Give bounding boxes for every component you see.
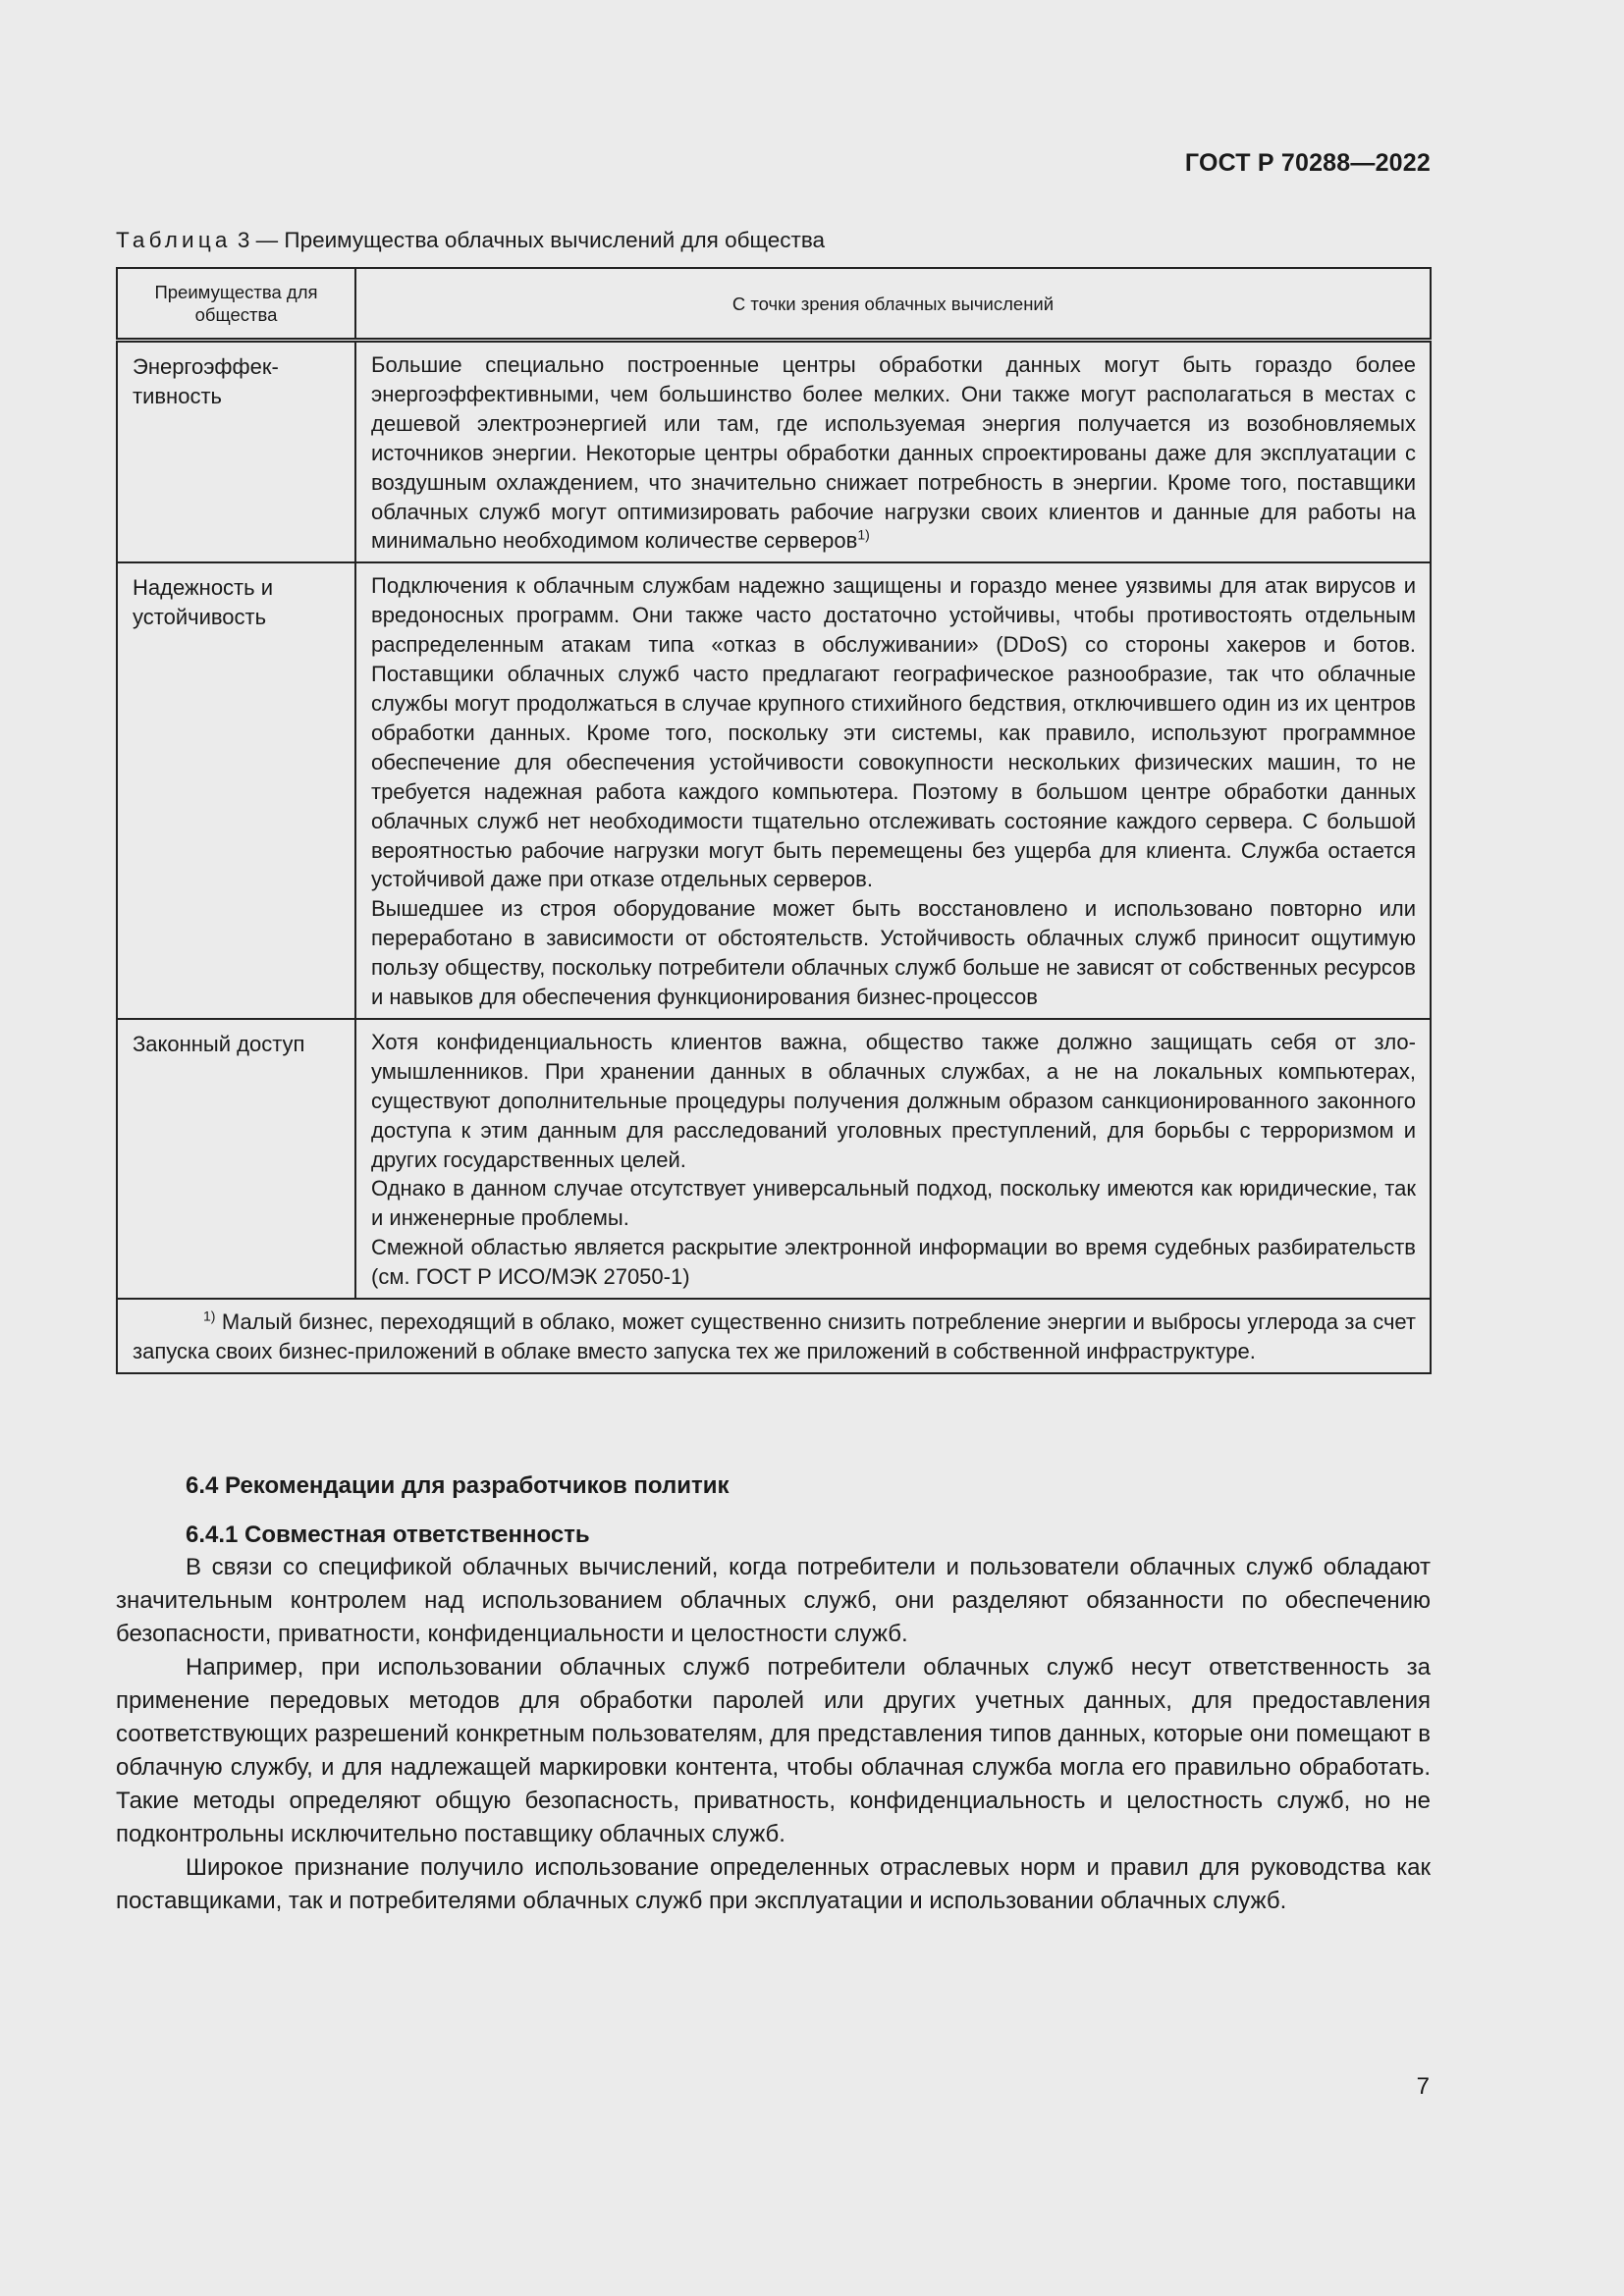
footnote-text: Малый бизнес, переходящий в облако, может существенно снизить потребление энергии и выбросы углерода за счет запуска своих бизнес-приложений в облаке вместо запуска тех же приложений в собственной инфраструктуре. (133, 1309, 1416, 1363)
row-paragraph: Вышедшее из строя оборудование может быть восстановлено и использовано повторно или переработано в зависимости от обстоятельств. Устойчивость облачных служб приносит ощутимую пользу обществу, поскольку потребители облачных служб больше не зависят от собственных ресурсов и навыков для обеспечения функционирования бизнес-процессов (371, 896, 1416, 1010)
row-label: Законный доступ (117, 1019, 355, 1299)
body-paragraph: В связи со спецификой облачных вычислений, когда потребители и пользователи облачных служб обладают значительным контролем над использованием облачных служб, они разделяют обязанности по обеспечению безопасности, приватности, конфиденциальности и целостности служб. (116, 1554, 1431, 1647)
benefits-table (116, 267, 1432, 1374)
table-footnote-row (117, 1299, 1431, 1373)
body-paragraph: Широкое признание получило использование определенных отраслевых норм и правил для руководства как поставщиками, так и потребителями облачных служб при эксплуатации и использовании облачных служб. (116, 1854, 1431, 1914)
section-heading-6-4: 6.4 Рекомендации для разработчиков политик (186, 1472, 730, 1499)
table-caption-label: Таблица (116, 228, 232, 252)
section-body (116, 1551, 1431, 1918)
table-header-row (117, 268, 1431, 341)
header-benefits: Преимущества для общества (117, 268, 355, 341)
table-footnote (117, 1299, 1431, 1373)
row-paragraph: Хотя конфиденциальность клиентов важна, общество также должно защищать себя от злоумышленников. При хранении данных в облачных службах, а не на локальных компьютерах, существуют дополнительные процедуры получения должным образом санкционированного законного доступа к этим данным для расследований уголовных преступлений, для борьбы с терроризмом и других государственных целей. (371, 1029, 1416, 1172)
row-description (355, 1019, 1431, 1299)
table-row-lawful-access (117, 1019, 1431, 1299)
footnote-mark: 1) (203, 1308, 216, 1324)
row-description (355, 341, 1431, 563)
document-number: ГОСТ Р 70288—2022 (1184, 149, 1431, 177)
table-row-reliability (117, 562, 1431, 1019)
row-paragraph: Смежной областью является раскрытие электронной информации во время судебных разбирательств (см. ГОСТ Р ИСО/МЭК 27050-1) (371, 1235, 1416, 1290)
row-paragraph: Однако в данном случае отсутствует универсальный подход, поскольку имеются как юридические, так и инженерные проблемы. (371, 1176, 1416, 1231)
body-paragraph: Например, при использовании облачных служб потребители облачных служб несут ответственность за применение передовых методов для обработки паролей или других учетных данных, для предоставления соответствующих разрешений конкретным пользователям, для представления типов данных, которые они помещают в облачную службу, и для надлежащей маркировки контента, чтобы облачная служба могла его правильно обработать. Такие методы определяют общую безопасность, приватность, конфиденциальность и целостность служб, но не подконтрольны исключительно поставщику облачных служб. (116, 1654, 1431, 1847)
table-row-energy (117, 341, 1431, 563)
section-heading-6-4-1: 6.4.1 Совместная ответственность (186, 1522, 590, 1548)
row-label: Надежность и устойчивость (117, 562, 355, 1019)
row-description (355, 562, 1431, 1019)
header-cloud-view: С точки зрения облачных вычислений (355, 268, 1431, 341)
row-paragraph: Большие специально построенные центры обработки данных могут быть гораздо более энергоэффективными, чем большинство более мелких. Они также могут располагаться в местах с дешевой электроэнергией или там, где используемая энергия получается из возобновляемых источников энергии. Некоторые центры обработки данных спроектированы даже для эксплуатации с воздушным охлаждением, что значительно снижает потребность в энергии. Кроме того, поставщики облачных служб могут оптимизировать рабочие нагрузки своих клиентов и данные для работы на минимально необходимом количестве серверов$^{1)}$ (371, 352, 1416, 554)
row-label: Энергоэффективность (117, 341, 355, 563)
row-paragraph: Подключения к облачным службам надежно защищены и гораздо менее уязвимы для атак вирусов и вредоносных программ. Они также часто достаточно устойчивы, чтобы противостоять отдельным распределенным атакам типа «отказ в обслуживании» (DDoS) со стороны хакеров и ботов. Поставщики облачных служб часто предлагают географическое разнообразие, так что облачные службы могут продолжаться в случае крупного стихийного бедствия, отключившего один из их центров обработки данных. Кроме того, поскольку эти системы, как правило, используют программное обеспечение для обеспечения устойчивости совокупности нескольких физических машин, то не требуется надежная работа каждого компьютера. Поэтому в большом центре обработки данных облачных служб нет необходимости тщательно отслеживать состояние каждого сервера. С большой вероятностью рабочие нагрузки могут быть перемещены без ущерба для клиента. Служба остается устойчивой даже при отказе отдельных серверов. (371, 573, 1416, 892)
table-caption (116, 228, 825, 253)
footnote-reference: 1) (857, 527, 870, 544)
table-caption-title: 3 — Преимущества облачных вычислений для общества (231, 228, 826, 252)
page-number: 7 (1416, 2073, 1430, 2100)
